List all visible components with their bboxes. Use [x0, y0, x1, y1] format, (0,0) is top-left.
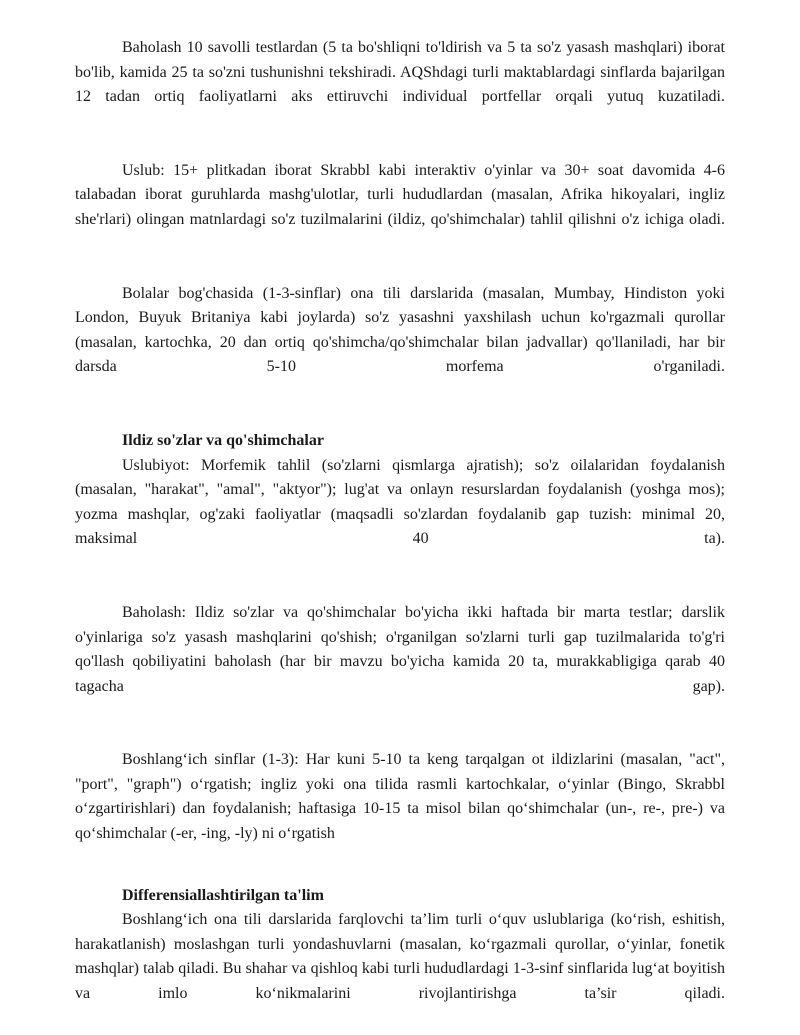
spacer: [75, 380, 725, 429]
methodology-paragraph: Uslubiyot: Morfemik tahlil (so'zlarni qismlarga ajratish); so'z oilalaridan foydalanish (masalan, "harakat", "amal", "aktyor"); lug'at va onlayn resurslardan foydalanish (yoshga mos); yozma mashqlar, og'zaki faoliyatlar (maqsadli so'zlardan foydalanib gap tuzish: minimal 20, maksimal 40 ta).: [75, 456, 725, 548]
spacer: [75, 552, 725, 601]
spacer: [75, 233, 725, 282]
differentiated-paragraph: Boshlang‘ich ona tili darslarida farqlovchi ta’lim turli o‘quv uslublariga (ko‘rish, eshitish, harakatlanish) moslashgan turli yondashuvlarni (masalan, ko‘rgazmali qurollar, o‘yinlar, fonetik mashqlar) talab qiladi. Bu shahar va qishloq kabi turli hududlardagi 1-3-sinf sinflarida lug‘at boyitish va imlo ko‘nikmalarini rivojlantirishga ta’sir qiladi.: [75, 911, 725, 1003]
section-heading-roots: Ildiz so'zlar va qo'shimchalar: [122, 431, 324, 449]
roots-assessment-paragraph: Baholash: Ildiz so'zlar va qo'shimchalar bo'yicha ikki haftada bir marta testlar; darslik o'yinlariga so'z yasash mashqlarini qo'shish; o'rganilgan so'zlarni turli gap tuzilmalarida to'g'ri qo'llash qobiliyatini baholash (har bir mavzu bo'yicha kamida 20 ta, murakkabligiga qarab 40 tagacha gap).: [75, 603, 725, 695]
primary-grades-paragraph: Boshlang‘ich sinflar (1-3): Har kuni 5-10 ta keng tarqalgan ot ildizlarini (masalan, "act", "port", "graph") o‘rgatish; ingliz yoki ona tilida rasmli kartochkalar, o‘yinlar (Bingo, Skrabbl o‘zgartirishlari) dan foydalanish; haftasiga 10-15 ta misol bilan qo‘shimchalar (un-, re-, pre-) va qo‘shimchalar (-er, -ing, -ly) ni o‘rgatish: [75, 751, 725, 843]
spacer: [75, 847, 725, 884]
method-paragraph: Uslub: 15+ plitkadan iborat Skrabbl kabi interaktiv o'yinlar va 30+ soat davomida 4-6 talabadan iborat guruhlarda mashg'ulotlar, turli hududlardan (masalan, Afrika hikoyalari, ingliz she'rlari) olingan matnlardagi so'z tuzilmalarini (ildiz, qo'shimchalar) tahlil qilishni o'z ichiga oladi.: [75, 161, 725, 228]
spacer: [75, 110, 725, 159]
kindergarten-paragraph: Bolalar bog'chasida (1-3-sinflar) ona tili darslarida (masalan, Mumbay, Hindiston yoki London, Buyuk Britaniya kabi joylarda) so'z yasashni yaxshilash uchun ko'rgazmali qurollar (masalan, kartochka, 20 dan ortiq qo'shimcha/qo'shimchalar bilan jadvallar) qo'llaniladi, har bir darsda 5-10 morfema o'rganiladi.: [75, 284, 725, 376]
document-page: [75, 36, 725, 1007]
assessment-paragraph: Baholash 10 savolli testlardan (5 ta bo'shliqni to'ldirish va 5 ta so'z yasash mashqlari) iborat bo'lib, kamida 25 ta so'zni tushunishni tekshiradi. AQShdagi turli maktablardagi sinflarda bajarilgan 12 tadan ortiq faoliyatlarni aks ettiruvchi individual portfellar orqali yutuq kuzatiladi.: [75, 39, 725, 106]
spacer: [75, 699, 725, 748]
section-heading-differentiated: Differensiallashtirilgan ta'lim: [122, 886, 324, 904]
